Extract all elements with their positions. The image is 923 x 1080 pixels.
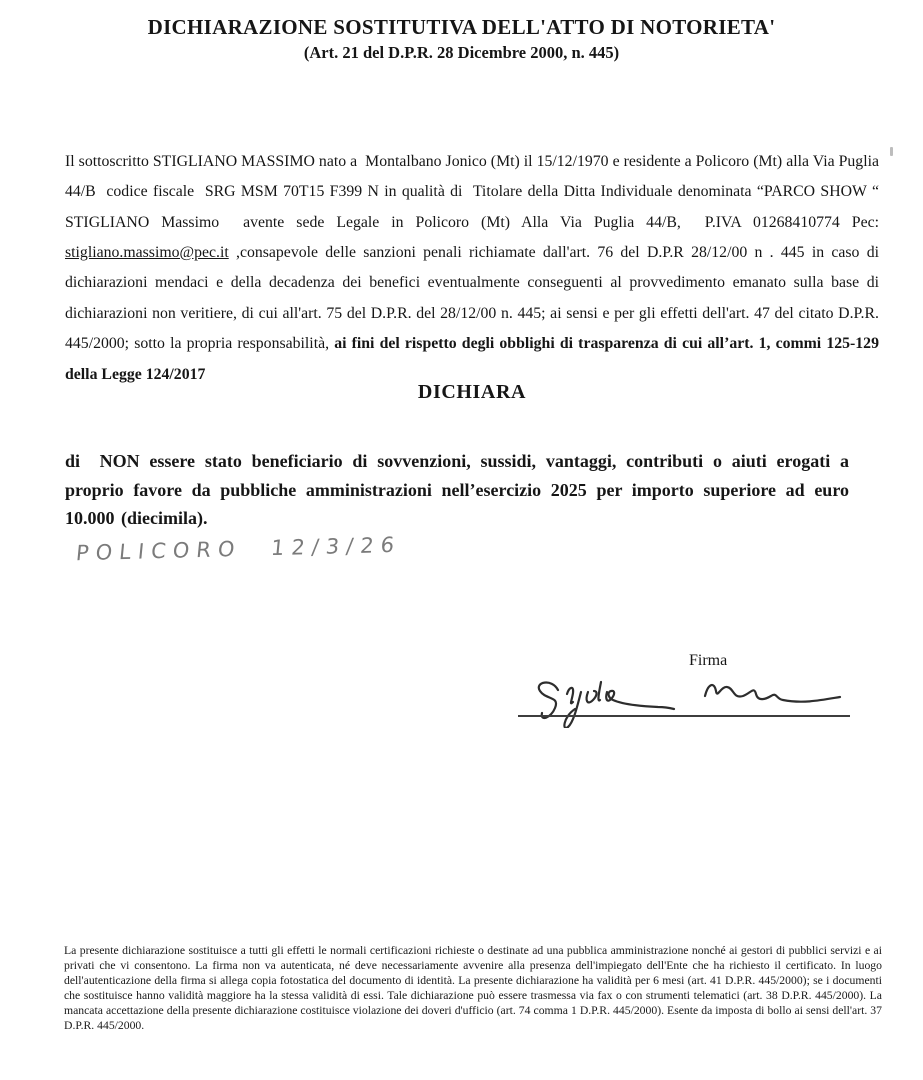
scan-artifact-mark bbox=[890, 147, 893, 156]
dichiara-heading: DICHIARA bbox=[417, 381, 527, 403]
body-text-transparency-clause: ai fini del rispetto degli obblighi di trasparenza di cui all’art. 1, commi 125-129 della Legge 124/2017 bbox=[65, 335, 879, 383]
signature-scribble bbox=[500, 656, 860, 728]
declaration-statement: di NON essere stato beneficiario di sovvenzioni, sussidi, vantaggi, contributi o aiuti erogati a proprio favore da pubbliche amministrazioni nell’esercizio 2025 per importo superiore ad euro 10.000 (diecimila). bbox=[65, 451, 849, 528]
declaration-body-paragraph bbox=[65, 147, 879, 390]
pec-email-text: stigliano.massimo@pec.it bbox=[65, 244, 229, 262]
handwritten-place-date: POLICORO 12/3/26 bbox=[74, 532, 403, 566]
body-text-part1: Il sottoscritto STIGLIANO MASSIMO nato a Montalbano Jonico (Mt) il 15/12/1970 e residente a Policoro (Mt) alla Via Puglia 44/B codice fiscale SRG MSM 70T15 F399 N in qualità di Titolare della Ditta Individuale denominata “PARCO SHOW “ STIGLIANO Massimo avente sede Legale in Policoro (Mt) Alla Via Puglia 44/B, P.IVA 01268410774 Pec: bbox=[65, 152, 879, 231]
document-title: DICHIARAZIONE SOSTITUTIVA DELL'ATTO DI NOTORIETA' bbox=[147, 15, 776, 39]
body-text-part2: ,consapevole delle sanzioni penali richiamate dall'art. 76 del D.P.R 28/12/00 n . 445 in caso di dichiarazioni mendaci e della decadenza dei benefici eventualmente conseguenti al provvedimento emanato sulla base di dichiarazioni non veritiere, di cui all'art. 75 del D.P.R. del 28/12/00 n. 445; ai sensi e per gli effetti dell'art. 47 del citato D.P.R. 445/2000; sotto la propria responsabilità, bbox=[65, 244, 879, 353]
signature-line bbox=[518, 715, 850, 717]
document-subtitle: (Art. 21 del D.P.R. 28 Dicembre 2000, n. 445) bbox=[303, 43, 620, 62]
signature-label: Firma bbox=[689, 652, 728, 669]
legal-footer-note: La presente dichiarazione sostituisce a tutti gli effetti le normali certificazioni richieste o destinate ad una pubblica amministrazione nonché ai gestori di pubblici servizi e ai privati che vi consentono. La firma non va autenticata, né deve necessariamente avvenire alla presenza dell'impiegato dell'Ente che ha richiesto il certificato. In luogo dell'autenticazione della firma si allega copia fotostatica del documento di identità. La presente dichiarazione ha validità per 6 mesi (art. 41 D.P.R. 445/2000); se i documenti che sostituisce hanno validità maggiore ha la stessa validità di essi. Tale dichiarazione può essere trasmessa via fax o con strumenti telematici (art. 38 D.P.R. 445/2000). La mancata accettazione della presente dichiarazione costituisce violazione dei doveri d'ufficio (art. 74 comma 1 D.P.R. 445/2000). Esente da imposta di bollo ai sensi dell'art. 37 D.P.R. 445/2000. bbox=[64, 943, 882, 1032]
